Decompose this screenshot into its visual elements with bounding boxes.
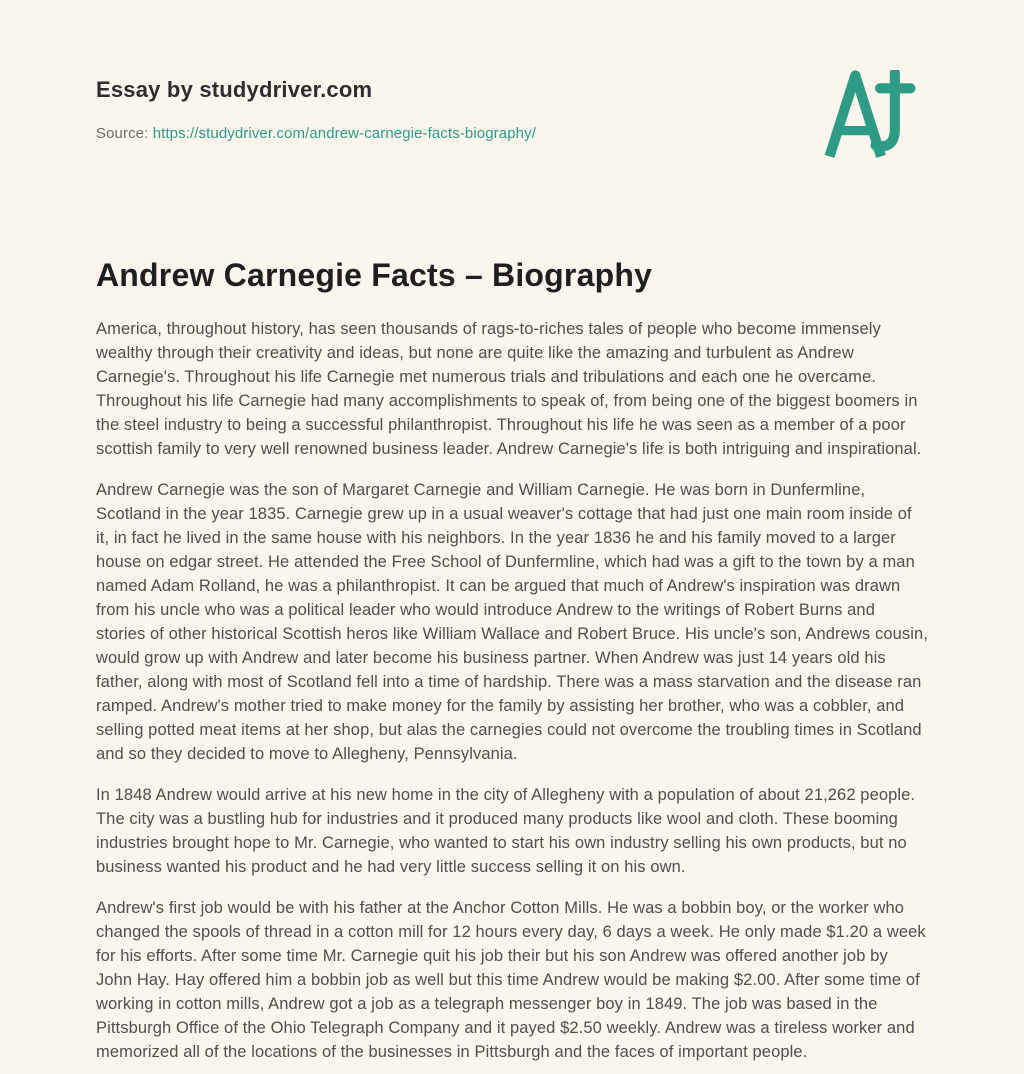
essay-body bbox=[96, 317, 928, 1064]
source-line bbox=[96, 124, 928, 143]
source-label: Source: bbox=[96, 125, 149, 142]
essay-paragraph: Andrew Carnegie was the son of Margaret Carnegie and William Carnegie. He was born in Dunfermline, Scotland in the year 1835. Carnegie grew up in a usual weaver's cottage that had just one main room inside of it, in fact he lived in the same house with his neighbors. In the year 1836 he and his family moved to a larger house on edgar street. He attended the Free School of Dunfermline, which had was a gift to the town by a man named Adam Rolland, he was a philanthropist. It can be argued that much of Andrew's inspiration was drawn from his uncle who was a political leader who would introduce Andrew to the writings of Robert Burns and stories of other historical Scottish heros like William Wallace and Robert Bruce. His uncle's son, Andrews cousin, would grow up with Andrew and later become his business partner. When Andrew was just 14 years old his father, along with most of Scotland fell into a time of hardship. There was a mass starvation and the disease ran ramped. Andrew's mother tried to make money for the family by assisting her brother, who was a cobbler, and selling potted meat items at her shop, but alas the carnegies could not overcome the troubling times in Scotland and so they decided to move to Allegheny, Pennsylvania. bbox=[96, 481, 928, 763]
essay-paragraph: America, throughout history, has seen thousands of rags-to-riches tales of people who become immensely wealthy through their creativity and ideas, but none are quite like the amazing and turbulent as Andrew Carnegie's. Throughout his life Carnegie met numerous trials and tribulations and each one he overcame. Throughout his life Carnegie had many accomplishments to speak of, from being one of the biggest boomers in the steel industry to being a successful philanthropist. Throughout his life he was seen as a member of a poor scottish family to very well renowned business leader. Andrew Carnegie's life is both intriguing and inspirational. bbox=[96, 320, 922, 458]
source-url-link[interactable]: https://studydriver.com/andrew-carnegie-facts-biography/ bbox=[152, 125, 536, 142]
essay-title: Andrew Carnegie Facts – Biography bbox=[96, 257, 653, 293]
studydriver-logo-icon bbox=[824, 70, 916, 160]
essay-paragraph: In 1848 Andrew would arrive at his new home in the city of Allegheny with a population of about 21,262 people. The city was a bustling hub for industries and it produced many products like wool and cloth. These booming industries brought hope to Mr. Carnegie, who wanted to start his own industry selling his own products, but no business wanted his product and he had very little success selling it on his own. bbox=[96, 786, 916, 876]
byline: Essay by studydriver.com bbox=[96, 77, 373, 102]
essay-paragraph: Andrew's first job would be with his father at the Anchor Cotton Mills. He was a bobbin boy, or the worker who changed the spools of thread in a cotton mill for 12 hours every day, 6 days a week. He only made $1.20 a week for his efforts. After some time Mr. Carnegie quit his job their but his son Andrew was offered another job by John Hay. Hay offered him a bobbin job as well but this time Andrew would be making $2.00. After some time of working in cotton mills, Andrew got a job as a telegraph messenger boy in 1849. The job was based in the Pittsburgh Office of the Ohio Telegraph Company and it payed $2.50 weekly. Andrew was a tireless worker and memorized all of the locations of the businesses in Pittsburgh and the faces of important people. bbox=[96, 899, 926, 1061]
page-header bbox=[96, 76, 928, 143]
